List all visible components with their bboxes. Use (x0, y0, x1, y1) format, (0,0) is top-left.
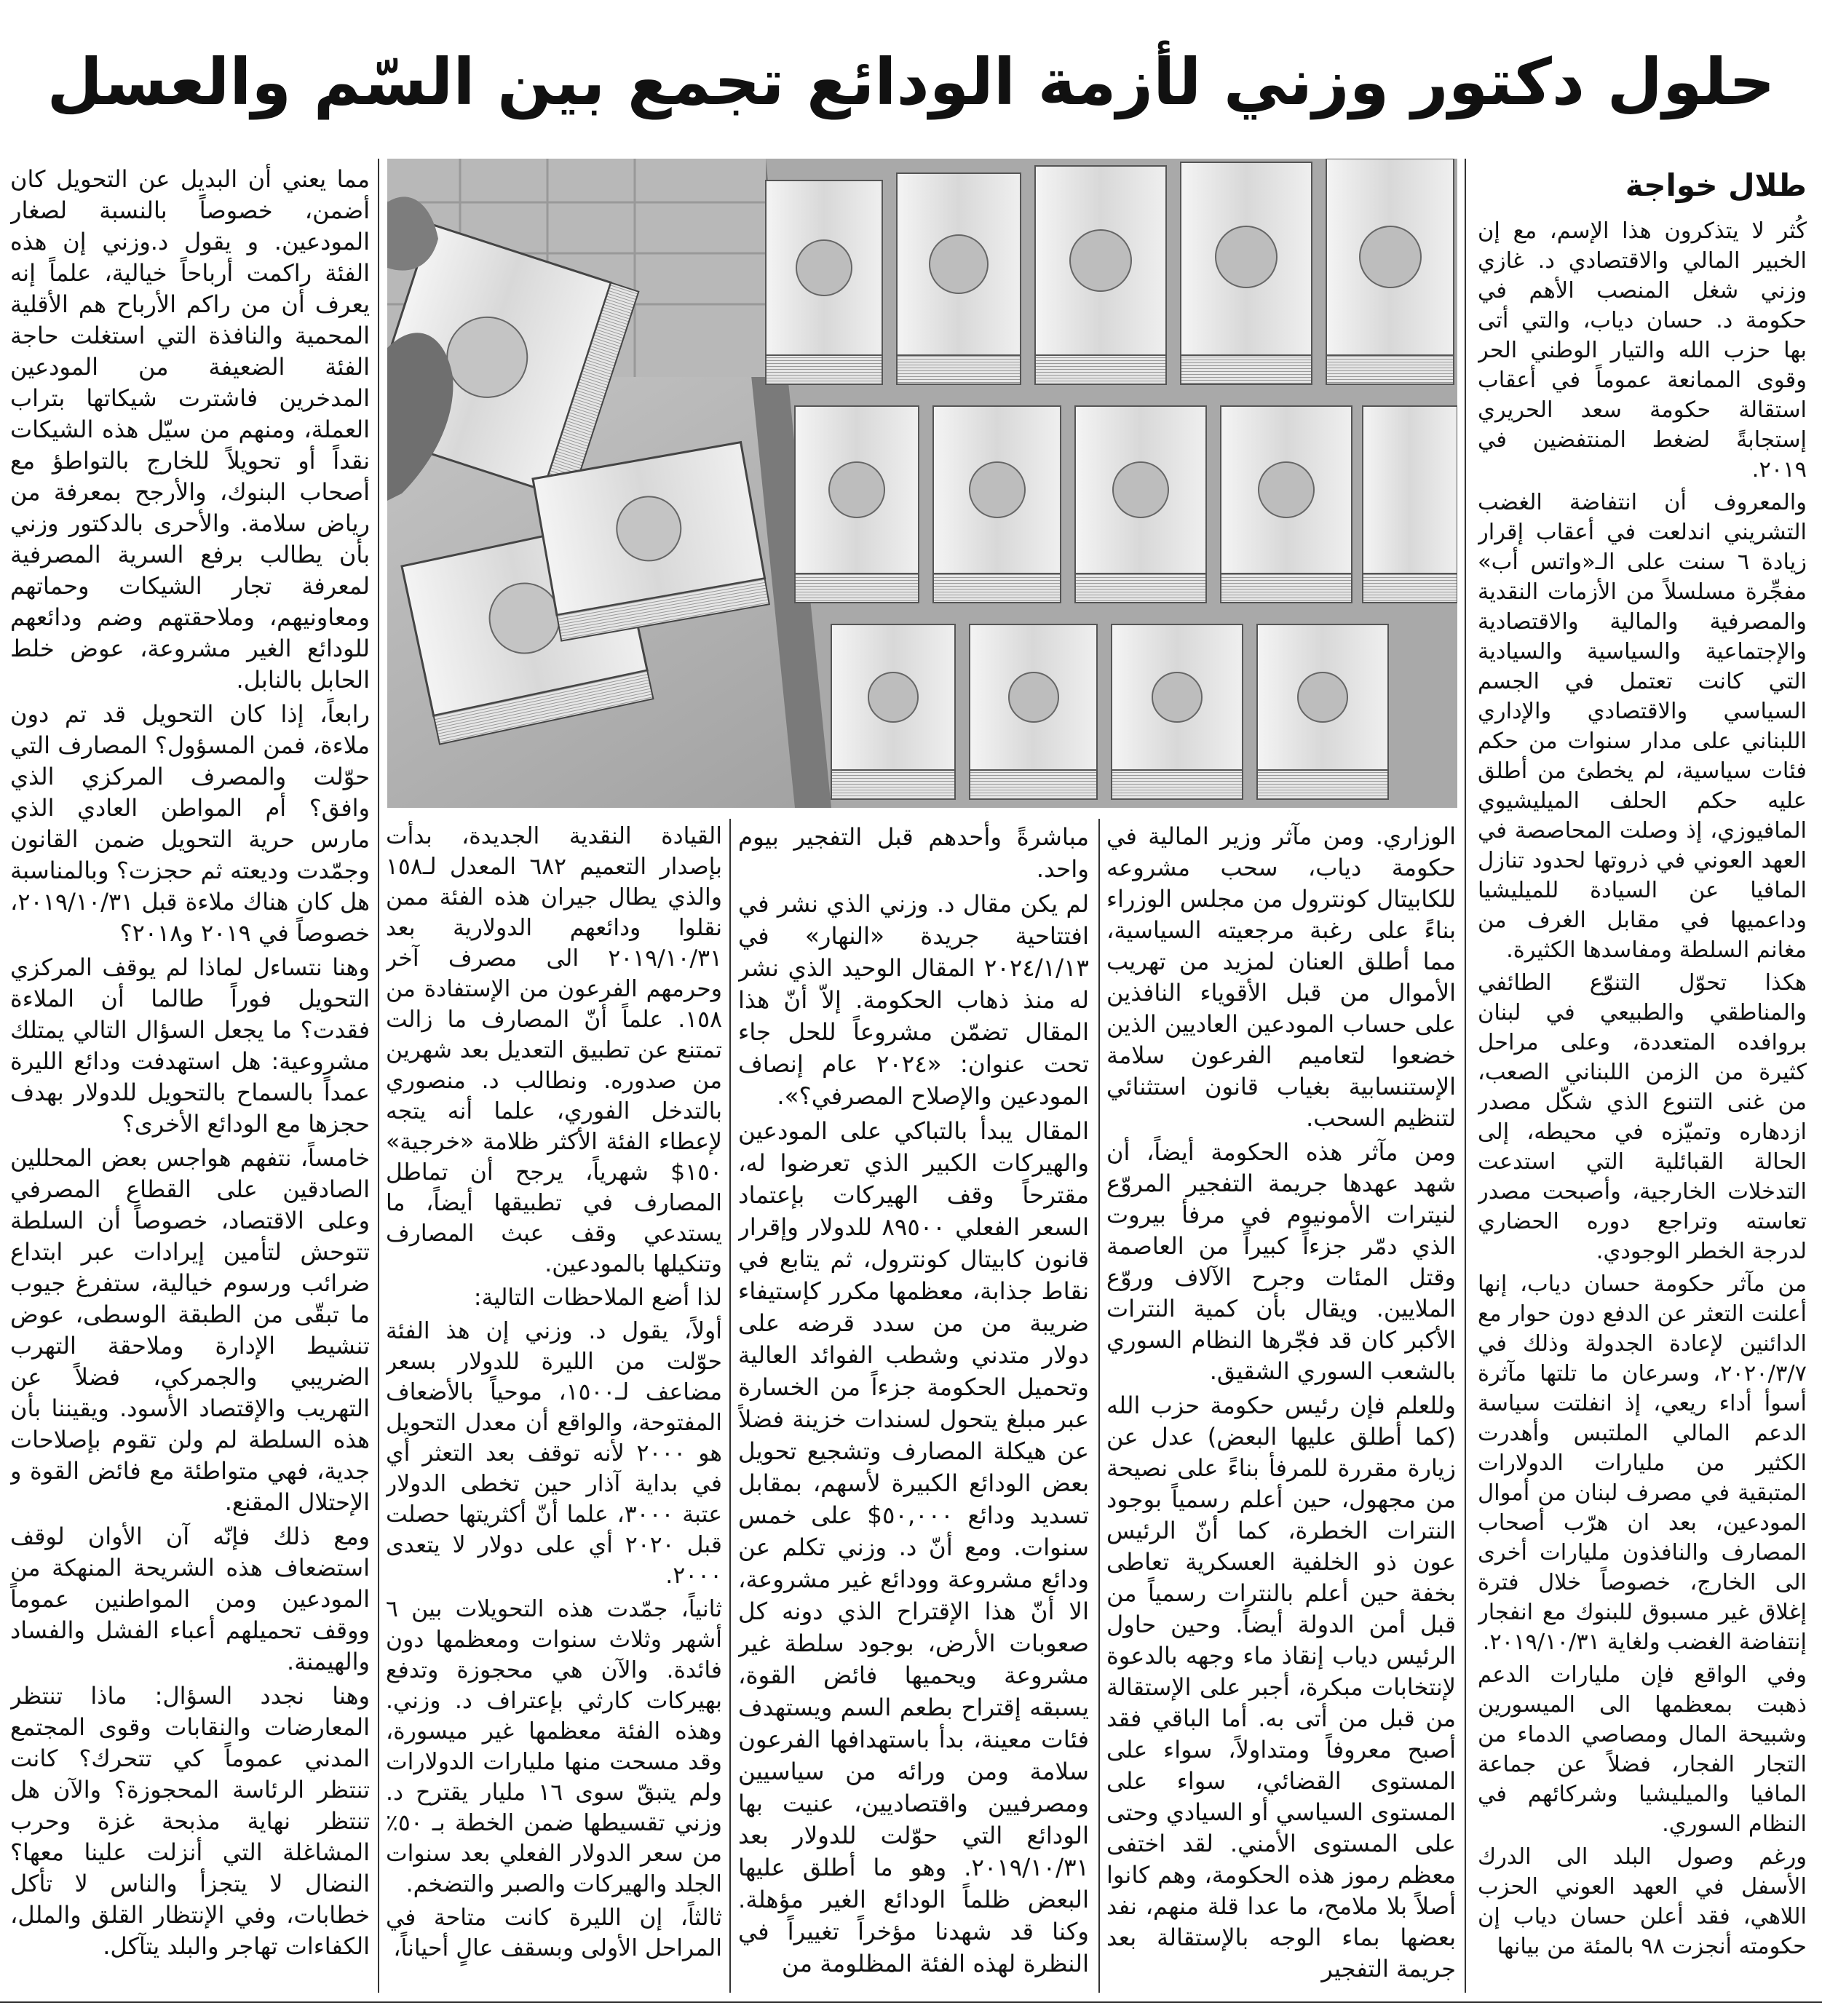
paragraph: لم يكن مقال د. وزني الذي نشر في افتتاحية جريدة «النهار» في ٢٠٢٤/١/١٣ المقال الوحيد الذي نشر له منذ ذهاب الحكومة. إلاّ أنّ هذا المقال تضمّن مشروعاً للحل جاء تحت عنوان: «٢٠٢٤ عام إنصاف المودعين والإصلاح المصرفي؟». (738, 890, 1089, 1110)
paragraph: وهنا نتساءل لماذا لم يوقف المركزي التحويل فوراً طالما أن الملاءة فقدت؟ ما يجعل السؤال التالي يمتلك مشروعية: هل استهدفت ودائع الليرة عمداً بالسماح بالتحويل للدولار بهدف حجزها مع الودائع الأخرى؟ (10, 953, 370, 1138)
paragraph: وفي الواقع فإن مليارات الدعم ذهبت بمعظمها الى الميسورين وشبيحة المال ومصاصي الدماء من التجار الفجار، فضلاً عن جماعة المافيا والميليشيا وشركائهم في النظام السوري. (1478, 1662, 1807, 1837)
paragraph: والمعروف أن انتفاضة الغضب التشريني اندلعت في أعقاب إقرار زيادة ٦ سنت على الـ«واتس أب» مفجِّرة مسلسلاً من الأزمات النقدية والمصرفية والمالية والاقتصادية والإجتماعية والسياسية والسيادية التي كانت تعتمل في الجسم السياسي والاقتصادي والإداري اللبناني على مدار سنوات من حكم فئات سياسية، لم يخطئ من أطلق عليه حكم الحلف الميليشيوي المافيوزي، إذ وصلت المحاصصة في العهد العوني في ذروتها لحدود تنازل المافيا عن السيادة للميليشيا وداعميها في مقابل الغرف من مغانم السلطة ومفاسدها الكثيرة. (1478, 490, 1807, 963)
paragraph: الوزاري. ومن مآثر وزير المالية في حكومة دياب، سحب مشروعه للكابيتال كونترول من مجلس الوزراء بناءً على رغبة مرجعيته السياسية، مما أطلق العنان لمزيد من تهريب الأموال من قبل الأقوياء النافذين على حساب المودعين العاديين الذين خضعوا لتعاميم الفرعون سلامة الإستنسابية بغياب قانون استثنائي لتنظيم السحب. (1106, 822, 1456, 1132)
column-rule (1465, 159, 1466, 1993)
paragraph: وللعلم فإن رئيس حكومة حزب الله (كما أطلق عليها البعض) عدل عن زيارة مقررة للمرفأ بناءً على نصيحة من مجهول، حين أعلم رسمياً بوجود النترات الخطرة، كما أنّ الرئيس عون ذو الخلفية العسكرية تعاطى بخفة حين أعلم بالنترات رسمياً من قبل أمن الدولة أيضاً. وحين حاول الرئيس دياب إنقاذ ماء وجهه بالدعوة لإنتخابات مبكرة، أجبر على الإستقالة من قبل من أتى به. أما الباقي فقد أصبح معروفاً ومتداولاً، سواء على المستوى القضائي، سواء على المستوى السياسي أو السيادي وحتى على المستوى الأمني. لقد اختفى معظم رموز هذه الحكومة، وهم كانوا أصلاً بلا ملامح، ما عدا قلة منهم، نفد بعضها بماء الوجه بالإستقالة بعد جريمة التفجير (1106, 1392, 1456, 1983)
paragraph: ثالثاً، إن الليرة كانت متاحة في المراحل الأولى وبسقف عالٍ أحياناً، (386, 1905, 722, 1961)
paragraph: ورغم وصول البلد الى الدرك الأسفل في العهد العوني الحزب اللاهي، فقد أعلن حسان دياب إن حكومته أنجزت ٩٨ بالمئة من بيانها (1478, 1844, 1807, 1959)
paragraph: المقال يبدأ بالتباكي على المودعين والهيركات الكبير الذي تعرضوا له، مقترحاً وقف الهيركات بإعتماد السعر الفعلي ٨٩٥٠٠ للدولار وإقرار قانون كابيتال كونترول، ثم يتابع في نقاط جذابة، معظمها مكرر كإستيفاء ضريبة من من سدد قرضه على دولار متدني وشطب الفوائد العالية وتحميل الحكومة جزءاً من الخسارة عبر مبلغ يتحول لسندات خزينة فضلاً عن هيكلة المصارف وتشجيع تحويل بعض الودائع الكبيرة لأسهم، بمقابل تسديد ودائع ٥٠,٠٠٠$ على خمس سنوات. ومع أنّ د. وزني تكلم عن ودائع مشروعة وودائع غير مشروعة، الا أنّ هذا الإقتراح الذي دونه كل صعوبات الأرض، بوجود سلطة غير مشروعة ويحميها فائض القوة، يسبقه إقتراح بطعم السم ويستهدف فئات معينة، بدأ باستهدافها الفرعون سلامة ومن ورائه من سياسيين ومصرفيين واقتصاديين، عنيت بها الودائع التي حوّلت للدولار بعد ٢٠١٩/١٠/٣١. وهو ما أطلق عليها البعض ظلماً الودائع الغير مؤهلة. وكنا قد شهدنا مؤخراً تغييراً في النظرة لهذه الفئة المظلومة من (738, 1117, 1089, 1977)
paragraph: لذا أضع الملاحظات التالية: (473, 1285, 722, 1311)
article-headline: حلول دكتور وزني لأزمة الودائع تجمع بين السّم والعسل (47, 44, 1775, 119)
article-column-4 (386, 821, 722, 1994)
byline: طلال خواجة (1625, 167, 1807, 203)
paragraph: ومع ذلك فإنّه آن الأوان لوقف استضعاف هذه الشريحة المنهكة من المودعين ومن المواطنين عموماً ووقف تحميلهم أعباء الفشل والفساد والهيمنة. (10, 1523, 370, 1675)
paragraph: ثانياً، جمّدت هذه التحويلات بين ٦ أشهر وثلاث سنوات ومعظمها دون فائدة. والآن هي محجوزة وتدفع بهيركات كارثي بإعتراف د. وزني. وهذه الفئة معظمها غير ميسورة، وقد مسحت منها مليارات الدولارات ولم يتبقّ سوى ١٦ مليار يقترح د. وزني تقسيطها ضمن الخطة بـ ٥٠٪ من سعر الدولار الفعلي بعد سنوات الجلد والهيركات والصبر والتضخم. (386, 1596, 722, 1897)
column-rule (729, 819, 731, 1993)
article-column-2 (1106, 821, 1456, 1994)
paragraph: ومن مآثر هذه الحكومة أيضاً، أن شهد عهدها جريمة التفجير المروّع لنيترات الأمونيوم في مرفأ بيروت الذي دمّر جزءاً كبيراً من العاصمة وقتل المئات وجرح الآلاف وروّع الملايين. ويقال بأن كمية النترات الأكبر كان قد فجّرها النظام السوري بالشعب السوري الشقيق. (1106, 1138, 1456, 1385)
article-column-3 (738, 821, 1089, 1994)
paragraph: من مآثر حكومة حسان دياب، إنها أعلنت التعثر عن الدفع دون حوار مع الدائنين لإعادة الجدولة وذلك في ٢٠٢٠/٣/٧، وسرعان ما تلتها مآثرة أسوأ أداء ريعي، إذ انفلتت سياسة الدعم المالي الملتبس وأهدرت الكثير من مليارات الدولارات المتبقية في مصرف لبنان من أموال المودعين، بعد ان هرّب أصحاب المصارف والنافذون مليارات أخرى الى الخارج، خصوصاً خلال فترة إغلاق غير مسبوق للبنوك مع انفجار إنتفاضة الغضب ولغاية ٢٠١٩/١٠/٣١. (1478, 1271, 1807, 1655)
article-column-5 (10, 164, 370, 1994)
column-rule (378, 159, 379, 1993)
article-photo-money-stacks (387, 159, 1457, 808)
bottom-rule (0, 2001, 1822, 2003)
paragraph: مما يعني أن البديل عن التحويل كان أضمن، خصوصاً بالنسبة لصغار المودعين. و يقول د.وزني إن هذه الفئة راكمت أرباحاً خيالية، علماً إنه يعرف أن من راكم الأرباح هم الأقلية المحمية والنافذة التي استغلت حاجة الفئة الضعيفة من المودعين المدخرين فاشترت شيكاتها بتراب العملة، ومنهم من سيّل هذه الشيكات نقداً أو تحويلاً للخارج بالتواطؤ مع أصحاب البنوك، والأرجح بمعرفة من رياض سلامة. والأحرى بالدكتور وزني بأن يطالب برفع السرية المصرفية لمعرفة تجار الشيكات وحماتهم ومعاونيهم، وملاحقتهم وضم ودائعهم للودائع الغير مشروعة، عوض خلط الحابل بالنابل. (10, 165, 370, 694)
paragraph: هكذا تحوّل التنوّع الطائفي والمناطقي والطبيعي في لبنان بروافده المتعددة، وعلى مراحل كثيرة من الزمن اللبناني الصعب، من غنى التنوع الذي شكّل مصدر ازدهاره وتميّزه في محيطه، إلى الحالة القبائلية التي استدعت التدخلات الخارجية، وأصبحت مصدر تعاسته وتراجع دوره الحضاري لدرجة الخطر الوجودي. (1478, 970, 1807, 1264)
paragraph: القيادة النقدية الجديدة، بدأت بإصدار التعميم ٦٨٢ المعدل لـ١٥٨ والذي يطال جيران هذه الفئة ممن نقلوا ودائعهم الدولارية بعد ٢٠١٩/١٠/٣١ الى مصرف آخر وحرمهم الفرعون من الإستفادة من ١٥٨. علماً أنّ المصارف ما زالت تمتنع عن تطبيق التعديل بعد شهرين من صدوره. ونطالب د. منصوري بالتدخل الفوري، علما أنه يتجه لإعطاء الفئة الأكثر ظلامة «خرجية» ١٥٠$ شهرياً، يرجح أن تماطل المصارف في تطبيقها أيضاً، ما يستدعي وقف عبث المصارف وتنكيلها بالمودعين. (386, 823, 722, 1277)
column-rule (1098, 819, 1100, 1993)
paragraph: وهنا نجدد السؤال: ماذا تنتظر المعارضات والنقابات وقوى المجتمع المدني عموماً كي تتحرك؟ كانت تنتظر الرئاسة المحجوزة؟ والآن هل تنتظر نهاية مذبحة غزة وحرب المشاغلة التي أنزلت علينا معها؟ النضال لا يتجزأ والناس لا تأكل خطابات، وفي الإنتظار القلق والملل، الكفاءات تهاجر والبلد يتآكل. (10, 1682, 370, 1960)
paragraph: كُثر لا يتذكرون هذا الإسم، مع إن الخبير المالي والاقتصادي د. غازي وزني شغل المنصب الأهم في حكومة د. حسان دياب، والتي أتى بها حزب الله والتيار الوطني الحر وقوى الممانعة عموماً في أعقاب استقالة حكومة سعد الحريري إستجابةً لضغط المنتفضين في ٢٠١٩. (1478, 218, 1807, 483)
paragraph: رابعاً، إذا كان التحويل قد تم دون ملاءة، فمن المسؤول؟ المصارف التي حوّلت والمصرف المركزي الذي وافق؟ أم المواطن العادي الذي مارس حرية التحويل ضمن القانون وجمّدت وديعته ثم حجزت؟ وبالمناسبة هل كان هناك ملاءة قبل ٢٠١٩/١٠/٣١، خصوصاً في ٢٠١٩ و٢٠١٨؟ (10, 700, 370, 947)
paragraph: مباشرةً وأحدهم قبل التفجير بيوم واحد. (738, 823, 1089, 883)
paragraph: خامساً، نتفهم هواجس بعض المحللين الصادقين على القطاع المصرفي وعلى الاقتصاد، خصوصاً أن السلطة تتوحش لتأمين إيرادات عبر ابتداع ضرائب ورسوم خيالية، ستفرغ جيوب ما تبقّى من الطبقة الوسطى، عوض تنشيط الإدارة وملاحقة التهرب الضريبي والجمركي، فضلاً عن التهريب والإقتصاد الأسود. ويقيننا بأن هذه السلطة لم ولن تقوم بإصلاحات جدية، فهي متواطئة مع فائض القوة و الإحتلال المقنع. (10, 1144, 370, 1516)
article-column-1 (1478, 164, 1807, 1994)
paragraph: أولاً، يقول د. وزني إن هذ الفئة حوّلت من الليرة للدولار بسعر مضاعف لـ١٥٠٠، موحياً بالأضعاف المفتوحة، والواقع أن معدل التحويل هو ٢٠٠٠ لأنه توقف بعد التعثر أي في بداية آذار حين تخطى الدولار عتبة ٣٠٠٠، علما أنّ أكثريتها حصلت قبل ٢٠٢٠ أي على دولار لا يتعدى ٢٠٠٠. (386, 1318, 722, 1589)
